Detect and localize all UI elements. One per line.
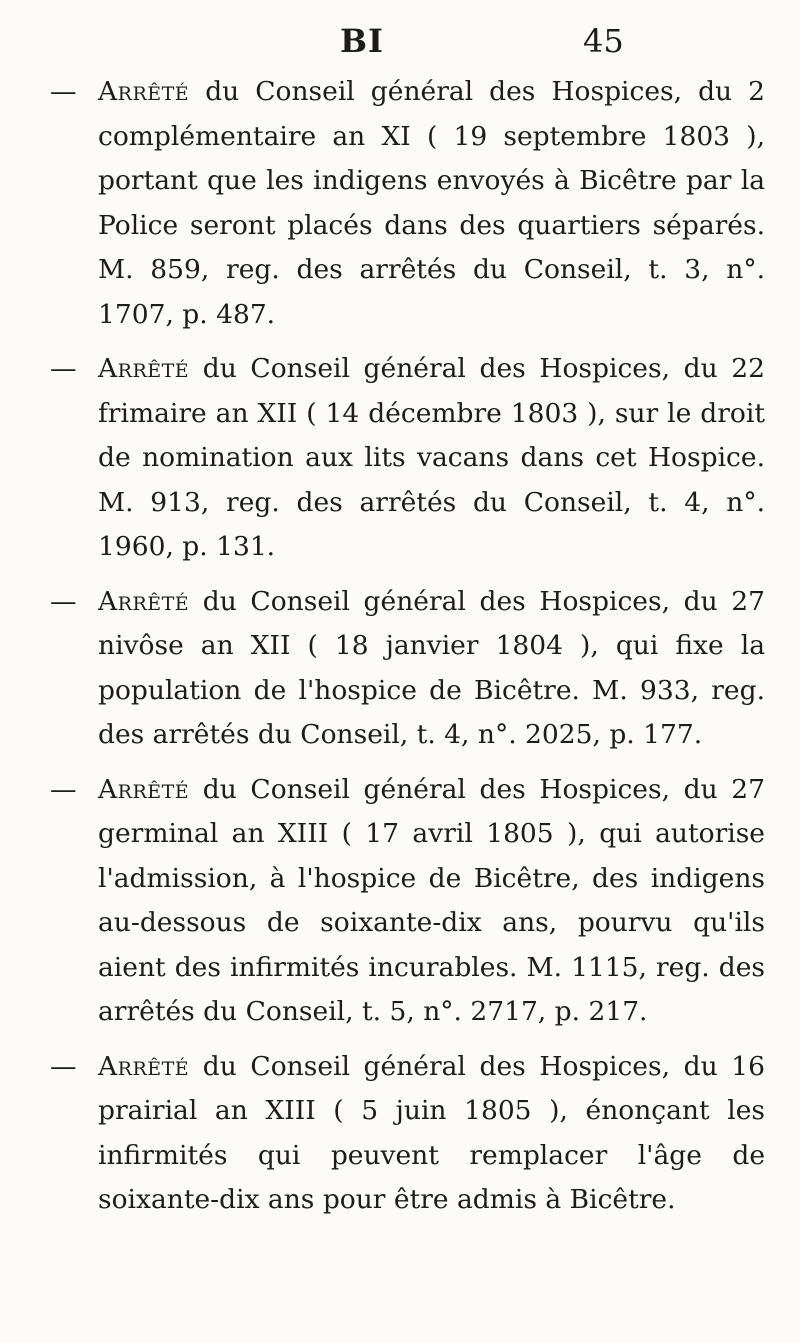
entry-text: du Conseil général des Hospices, du 16 prairial an XIII ( 5 juin 1805 ), énonçant les infirmités qui peuvent remplacer l'âge de soixante-dix ans pour être admis à Bicêtre. [98, 1050, 765, 1215]
entry-text: du Conseil général des Hospices, du 2 complémentaire an XI ( 19 septembre 1803 ), portant que les indigens envoyés à Bicêtre par la Police seront placés dans des quartiers séparés. M. 859, reg. des arrêtés du Conseil, t. 3, n°. 1707, p. 487. [98, 76, 765, 330]
signature-mark: BI [340, 22, 385, 60]
entry-dash: — [50, 353, 77, 384]
document-body [50, 70, 765, 1233]
entry-lead: Arrêté [98, 585, 190, 617]
entry-lead: Arrêté [98, 1050, 190, 1082]
entry-text: du Conseil général des Hospices, du 22 frimaire an XII ( 14 décembre 1803 ), sur le droit de nomination aux lits vacans dans cet Hospice. M. 913, reg. des arrêtés du Conseil, t. 4, n°. 1960, p. 131. [98, 353, 765, 562]
entry-dash: — [50, 773, 77, 805]
entry-lead: Arrêté [98, 76, 190, 107]
entry-lead: Arrêté [98, 353, 190, 384]
entry-5 [50, 1045, 765, 1223]
entry-4 [50, 768, 765, 1035]
entry-text: du Conseil général des Hospices, du 27 germinal an XIII ( 17 avril 1805 ), qui autorise l'admission, à l'hospice de Bicêtre, des indigens au-dessous de soixante-dix ans, pourvu qu'ils aient des infirmités incurables. M. 1115, reg. des arrêtés du Conseil, t. 5, n°. 2717, p. 217. [98, 773, 765, 1027]
page-number: 45 [583, 22, 624, 60]
entry-dash: — [50, 1050, 77, 1082]
entry-2 [50, 347, 765, 570]
entry-text: du Conseil général des Hospices, du 27 nivôse an XII ( 18 janvier 1804 ), qui fixe la population de l'hospice de Bicêtre. M. 933, reg. des arrêtés du Conseil, t. 4, n°. 2025, p. 177. [98, 585, 765, 750]
entry-lead: Arrêté [98, 773, 190, 805]
page-header [0, 18, 800, 68]
entry-3 [50, 580, 765, 758]
entry-dash: — [50, 76, 77, 107]
entry-1 [50, 70, 765, 337]
entry-dash: — [50, 585, 77, 617]
